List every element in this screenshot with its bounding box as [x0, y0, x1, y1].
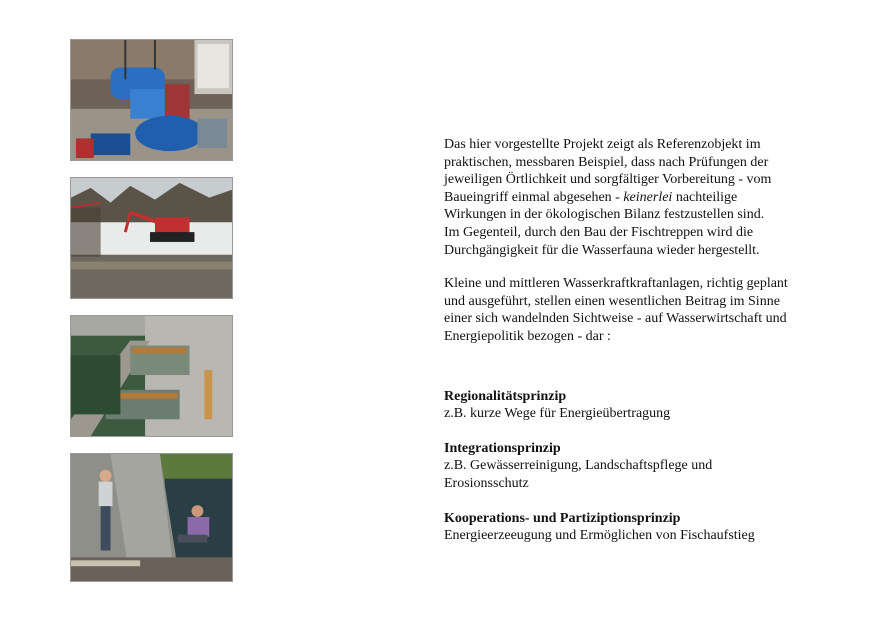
intro-line: Im Gegenteil, durch den Bau der Fischtreppen wird die: [444, 224, 754, 240]
intro-line-post: nachteilige: [672, 189, 738, 205]
principle-text: Energieerzeeugung und Ermöglichen von Fischaufstieg: [444, 528, 755, 544]
second-line: und ausgeführt, stellen einen wesentlichen Beitrag im Sinne: [444, 293, 780, 309]
intro-line: [444, 189, 844, 207]
principle-heading: Kooperations- und Partiziptionsprinzip: [444, 510, 681, 526]
intro-line: Wirkungen in der ökologischen Bilanz festzustellen sind.: [444, 207, 765, 223]
excavator-image: [71, 178, 232, 298]
intro-line: jeweiligen Örtlichkeit und sorgfältiger Vorbereitung - vom: [444, 172, 772, 188]
intro-line: praktischen, messbaren Beispiel, dass nach Prüfungen der: [444, 154, 769, 170]
principle-text: Erosionsschutz: [444, 475, 529, 491]
turbine-room-image: [71, 40, 232, 160]
intro-line: Das hier vorgestellte Projekt zeigt als Referenzobjekt im: [444, 137, 761, 152]
principle-heading: Regionalitätsprinzip: [444, 388, 567, 404]
photo-fish-ladder: [70, 315, 233, 437]
principle-cooperation: [444, 510, 844, 545]
intro-emphasis: keinerlei: [623, 189, 673, 205]
principle-heading: Integrationsprinzip: [444, 440, 561, 456]
second-line: Energiepolitik bezogen - dar :: [444, 328, 611, 344]
principle-regional: [444, 388, 844, 423]
principle-integration: [444, 440, 844, 493]
body-text: [444, 136, 844, 562]
intro-line: Durchgängigkeit für die Wasserfauna wieder hergestellt.: [444, 242, 760, 258]
second-line: einer sich wandelnden Sichtweise - auf Wasserwirtschaft und: [444, 311, 787, 327]
intro-line-pre: Baueingriff einmal abgesehen -: [444, 189, 624, 205]
photo-two-men-weir: [70, 453, 233, 582]
second-line: Kleine und mittleren Wasserkraftkraftanlagen, richtig geplant: [444, 276, 788, 292]
second-paragraph: [444, 275, 844, 345]
principle-text: z.B. Gewässerreinigung, Landschaftspflege und: [444, 458, 713, 474]
intro-paragraph: [444, 136, 844, 259]
weir-men-image: [71, 454, 232, 581]
principle-text: z.B. kurze Wege für Energieübertragung: [444, 406, 671, 422]
photo-turbine-room: [70, 39, 233, 161]
photo-excavator: [70, 177, 233, 299]
fish-ladder-image: [71, 316, 232, 436]
